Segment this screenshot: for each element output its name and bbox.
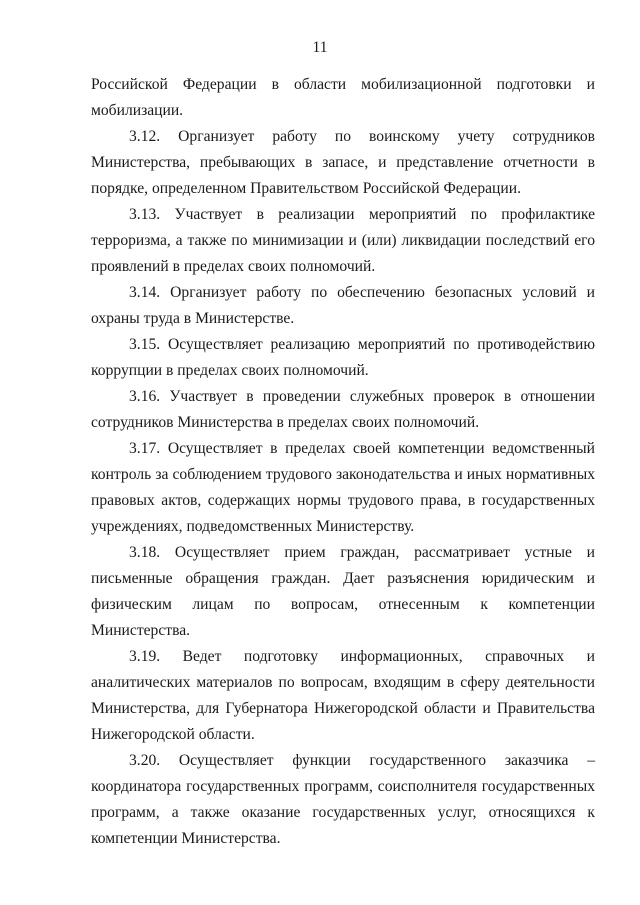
paragraph-3-19: 3.19. Ведет подготовку информационных, справочных и аналитических материалов по вопросам, входящим в сферу деятельности Министерства, для Губернатора Нижегородской области и Правительства Нижегородской области. [91,648,595,743]
paragraph-3-18: 3.18. Осуществляет прием граждан, рассматривает устные и письменные обращения граждан. Дает разъяснения юридическим и физическим лицам по вопросам, отнесенным к компетенции Министерства. [91,544,595,639]
paragraph-3-15: 3.15. Осуществляет реализацию мероприятий по противодействию коррупции в пределах своих полномочий. [91,336,595,379]
paragraph-3-12: 3.12. Организует работу по воинскому учету сотрудников Министерства, пребывающих в запасе, и представление отчетности в порядке, определенном Правительством Российской Федерации. [91,128,595,197]
paragraph-3-16: 3.16. Участвует в проведении служебных проверок в отношении сотрудников Министерства в пределах своих полномочий. [91,388,595,431]
page-number: 11 [312,39,328,56]
paragraph-3-13: 3.13. Участвует в реализации мероприятий по профилактике терроризма, а также по минимизации и (или) ликвидации последствий его проявлений в пределах своих полномочий. [91,206,595,275]
paragraph-3-17: 3.17. Осуществляет в пределах своей компетенции ведомственный контроль за соблюдением трудового законодательства и иных нормативных правовых актов, содержащих нормы трудового права, в государственных учреждениях, подведомственных Министерству. [91,440,595,535]
paragraph-3-14: 3.14. Организует работу по обеспечению безопасных условий и охраны труда в Министерстве. [91,284,595,327]
paragraph-continuation: Российской Федерации в области мобилизационной подготовки и мобилизации. [91,76,595,119]
document-body [91,72,595,852]
paragraph-3-20: 3.20. Осуществляет функции государственного заказчика – координатора государственных программ, соисполнителя государственных программ, а также оказание государственных услуг, относящихся к компетенции Министерства. [91,752,595,847]
